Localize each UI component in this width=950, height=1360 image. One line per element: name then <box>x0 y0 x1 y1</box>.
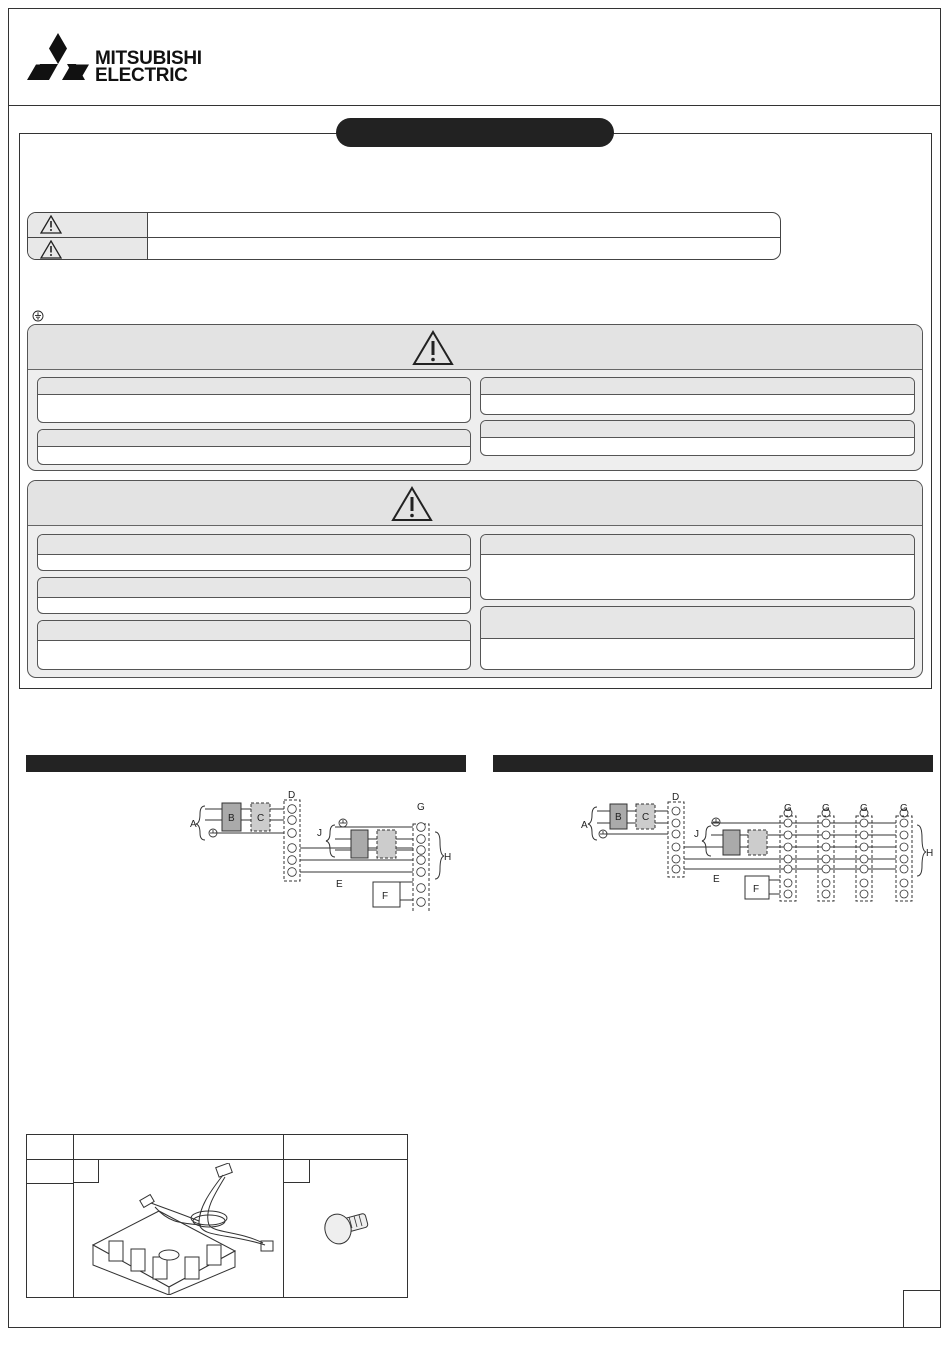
warning-panel <box>27 324 923 471</box>
caution-box-5 <box>480 606 915 670</box>
safety-title-pill <box>336 118 614 147</box>
legend-row-caution <box>28 237 780 260</box>
earth-icon <box>32 310 44 322</box>
warning-icon <box>40 215 62 234</box>
warning-box-3 <box>480 377 915 415</box>
label-c: C <box>642 812 650 823</box>
caution-banner <box>28 481 922 526</box>
label-e: E <box>336 879 343 890</box>
page-number-box <box>903 1290 941 1328</box>
warning-box-4 <box>480 420 915 456</box>
label-g-4: G <box>900 803 908 814</box>
wiring-kit-icon <box>89 1163 279 1295</box>
label-e: E <box>713 874 720 885</box>
warning-box-1 <box>37 377 471 423</box>
wiring-left-title-bar <box>26 755 466 772</box>
caution-box-3 <box>37 620 471 670</box>
label-d: D <box>672 792 680 803</box>
label-b: B <box>615 812 622 823</box>
part-2-number <box>284 1159 310 1183</box>
label-b: B <box>228 813 235 824</box>
label-a: A <box>581 820 588 831</box>
label-f: F <box>382 891 389 902</box>
warning-banner <box>28 325 922 370</box>
label-h: H <box>444 852 452 863</box>
wiring-right-title-bar <box>493 755 933 772</box>
brand-line-1: MITSUBISHI <box>95 48 202 69</box>
caution-box-2 <box>37 577 471 614</box>
wiring-diagram-single <box>185 787 465 912</box>
brand-line-2: ELECTRIC <box>95 65 188 86</box>
brand-wordmark <box>95 50 202 84</box>
screw-icon <box>323 1207 371 1245</box>
safety-legend <box>27 212 781 260</box>
warning-triangle-icon <box>412 330 454 366</box>
label-j: J <box>694 829 699 840</box>
label-f: F <box>753 884 760 895</box>
caution-icon <box>40 240 62 259</box>
caution-triangle-icon <box>391 486 433 522</box>
parts-table <box>26 1134 408 1298</box>
label-g: G <box>417 802 425 813</box>
legend-row-warning <box>28 213 780 237</box>
caution-box-1 <box>37 534 471 571</box>
warning-box-2 <box>37 429 471 465</box>
label-g-3: G <box>860 803 868 814</box>
wiring-diagram-multiple <box>578 790 938 905</box>
caution-panel <box>27 480 923 678</box>
label-h: H <box>926 848 934 859</box>
label-g-2: G <box>822 803 830 814</box>
label-d: D <box>288 790 296 801</box>
header-rule <box>8 105 941 106</box>
three-diamonds-logo-icon <box>27 33 89 89</box>
label-a: A <box>190 819 197 830</box>
caution-box-4 <box>480 534 915 600</box>
label-g-1: G <box>784 803 792 814</box>
label-c: C <box>257 813 265 824</box>
label-j: J <box>317 828 322 839</box>
